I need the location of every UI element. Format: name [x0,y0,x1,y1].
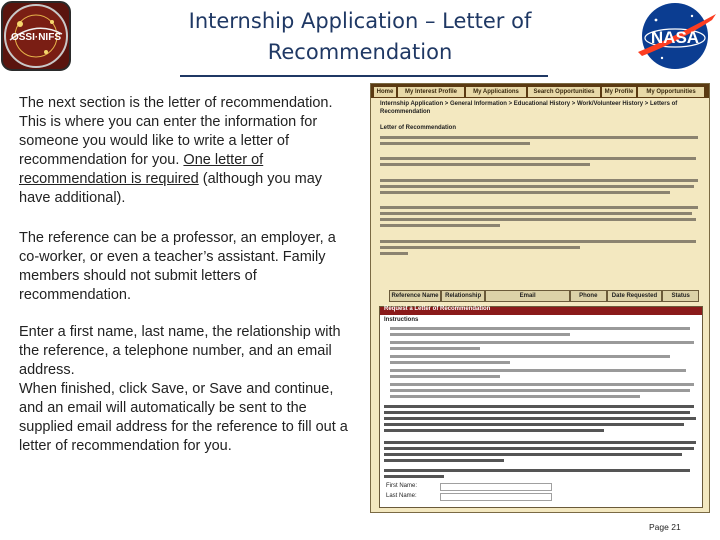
nasa-logo-text: NASA [650,28,700,47]
col-status: Status [662,290,699,302]
text-line [390,347,480,350]
text-line [384,429,604,432]
instructions-paragraph [19,323,351,456]
tab-profile: My Profile [602,87,636,97]
intro-paragraph [19,94,351,208]
text-line [384,447,694,450]
text-line [380,240,696,243]
text-line [380,142,530,145]
text-line [384,423,684,426]
col-email: Email [485,290,570,302]
text-line [380,191,670,194]
tab-home: Home [374,87,396,97]
request-form-title-bar [380,307,702,315]
text-line [380,185,694,188]
slide-title: Internship Application – Letter of Recommendation [188,9,532,64]
text-line [390,341,694,344]
text-line [384,469,690,472]
ossi-logo-text: OSSI·NIFS [10,32,62,43]
text-line [384,441,696,444]
text-line [390,333,570,336]
text-line [380,179,698,182]
text-line [390,361,510,364]
application-screenshot [370,83,710,513]
tab-interest-profile: My Interest Profile [398,87,464,97]
tab-applications: My Applications [466,87,526,97]
required-note: One letter of recommendation is required [19,152,264,187]
title-underline [180,75,548,77]
reference-paragraph: The reference can be a professor, an employer, a co-worker, or even a teacher’s assistant. Family members should not submit letters of recommendation. [19,230,336,303]
last-name-input [440,493,552,501]
text-line [380,246,580,249]
text-line [390,355,670,358]
text-line [384,459,504,462]
text-line [390,389,690,392]
ossi-nifs-logo [0,0,72,72]
request-form-title: Request a Letter of Recommendation [384,306,491,312]
screenshot-breadcrumb: Internship Application > General Information > Educational History > Work/Volunteer History > Letters of Recommendation [380,101,678,115]
screenshot-heading: Letter of Recommendation [380,125,457,131]
instructions-heading: Instructions [384,317,419,323]
text-line [384,411,690,414]
text-line [380,224,500,227]
first-name-input [440,483,552,491]
text-line [380,157,696,160]
text-line [380,163,590,166]
intro-text: The next section is the letter of recommendation. This is where you can enter the information for someone you would like to write a letter of recommendation for you. [19,95,333,168]
text-line [384,417,696,420]
text-line [390,375,500,378]
tab-search-opportunities: Search Opportunities [528,87,600,97]
text-line [380,206,698,209]
nasa-logo [632,0,718,72]
request-letter-form [379,306,703,508]
page-number: Page 21 [649,522,681,532]
references-table-header [389,290,699,302]
intro-text-end: (although you may have additional). [19,171,323,206]
first-name-label: First Name: [386,483,418,489]
text-line [390,383,694,386]
tab-opportunities: My Opportunities [638,87,704,97]
text-line [384,453,682,456]
text-line [384,475,444,478]
text-line [380,212,692,215]
text-line [390,369,686,372]
text-line [380,218,696,221]
text-line [390,395,640,398]
col-reference-name: Reference Name [389,290,441,302]
last-name-label: Last Name: [386,493,417,499]
text-line [380,136,698,139]
col-date-requested: Date Requested [607,290,663,302]
text-line [380,252,408,255]
save-info-text: When finished, click Save, or Save and continue, and an email will automatically be sent to the supplied email address for the reference to fill out a letter of recommendation for you. [19,381,348,454]
col-relationship: Relationship [441,290,485,302]
text-line [384,405,694,408]
col-phone: Phone [570,290,607,302]
text-line [390,327,690,330]
enter-info-text: Enter a first name, last name, the relationship with the reference, a telephone number, and an email address. [19,324,341,378]
screenshot-navbar [371,84,709,98]
